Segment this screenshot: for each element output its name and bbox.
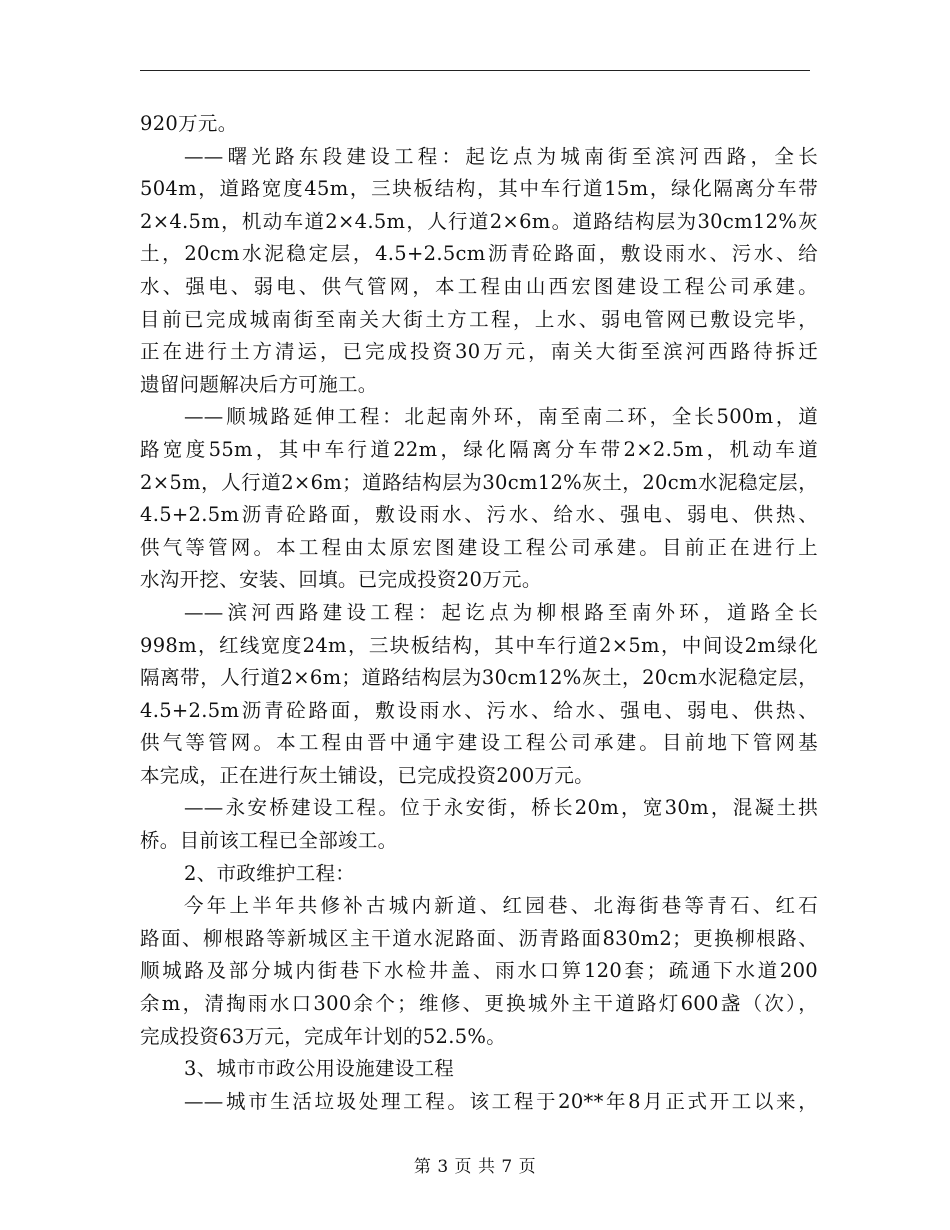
text-line: 顺城路及部分城内街巷下水检井盖、雨水口箅120套；疏通下水道200 [140, 959, 818, 983]
text-line: 本完成，正在进行灰土铺设，已完成投资200万元。 [140, 763, 594, 787]
text-line: 隔离带，人行道2×6m；道路结构层为30cm12%灰土，20cm水泥稳定层， [140, 666, 818, 690]
text-line: 4.5+2.5m沥青砼路面，敷设雨水、污水、给水、强电、弱电、供热、 [140, 503, 818, 527]
text-line: 504m，道路宽度45m，三块板结构，其中车行道15m，绿化隔离分车带 [140, 177, 818, 201]
text-line: 供气等管网。本工程由太原宏图建设工程公司承建。目前正在进行上 [140, 535, 818, 559]
text-line: 正在进行土方清运，已完成投资30万元，南关大街至滨河西路待拆迁 [140, 340, 818, 364]
text-line: 路宽度55m，其中车行道22m，绿化隔离分车带2×2.5m，机动车道 [140, 437, 818, 461]
text-line: 4.5+2.5m沥青砼路面，敷设雨水、污水、给水、强电、弱电、供热、 [140, 698, 818, 722]
text-line: 998m，红线宽度24m，三块板结构，其中车行道2×5m，中间设2m绿化 [140, 633, 818, 657]
page-footer: 第 3 页 共 7 页 [413, 1157, 537, 1177]
text-line: 路面、柳根路等新城区主干道水泥路面、沥青路面830m2；更换柳根路、 [140, 926, 818, 950]
text-line: 供气等管网。本工程由晋中通宇建设工程公司承建。目前地下管网基 [140, 731, 818, 755]
text-line: ——滨河西路建设工程：起讫点为柳根路至南外环，道路全长 [184, 600, 818, 624]
text-line: 2×4.5m，机动车道2×4.5m，人行道2×6m。道路结构层为30cm12%灰 [140, 209, 818, 233]
text-line: ——曙光路东段建设工程：起讫点为城南街至滨河西路，全长 [184, 144, 818, 168]
text-line: 土，20cm水泥稳定层，4.5+2.5cm沥青砼路面，敷设雨水、污水、给 [140, 242, 818, 266]
text-line: 目前已完成城南街至南关大街土方工程，上水、弱电管网已敷设完毕， [140, 307, 818, 331]
text-line: 水沟开挖、安装、回填。已完成投资20万元。 [140, 568, 542, 592]
text-line: 水、强电、弱电、供气管网，本工程由山西宏图建设工程公司承建。 [140, 274, 818, 298]
text-line: ——顺城路延伸工程：北起南外环，南至南二环，全长500m，道 [184, 405, 818, 429]
text-line: 2×5m，人行道2×6m；道路结构层为30cm12%灰土，20cm水泥稳定层， [140, 470, 818, 494]
text-line: 遗留问题解决后方可施工。 [140, 372, 378, 396]
text-line: 今年上半年共修补古城内新道、红园巷、北海街巷等青石、红石 [184, 894, 818, 918]
text-line: 余m，清掏雨水口300余个；维修、更换城外主干道路灯600盏（次）， [140, 992, 818, 1016]
text-line: 桥。目前该工程已全部竣工。 [140, 829, 398, 853]
text-line: 2、市政维护工程： [184, 861, 356, 885]
text-line: ——永安桥建设工程。位于永安街，桥长20m，宽30m，混凝土拱 [184, 796, 818, 820]
text-line: 完成投资63万元，完成年计划的52.5%。 [140, 1024, 507, 1048]
text-line: 3、城市市政公用设施建设工程 [184, 1057, 455, 1081]
document-body [140, 108, 818, 1118]
text-line: 920万元。 [140, 112, 238, 135]
text-line: ——城市生活垃圾处理工程。该工程于20**年8月正式开工以来， [184, 1089, 818, 1113]
header-rule [140, 70, 810, 71]
